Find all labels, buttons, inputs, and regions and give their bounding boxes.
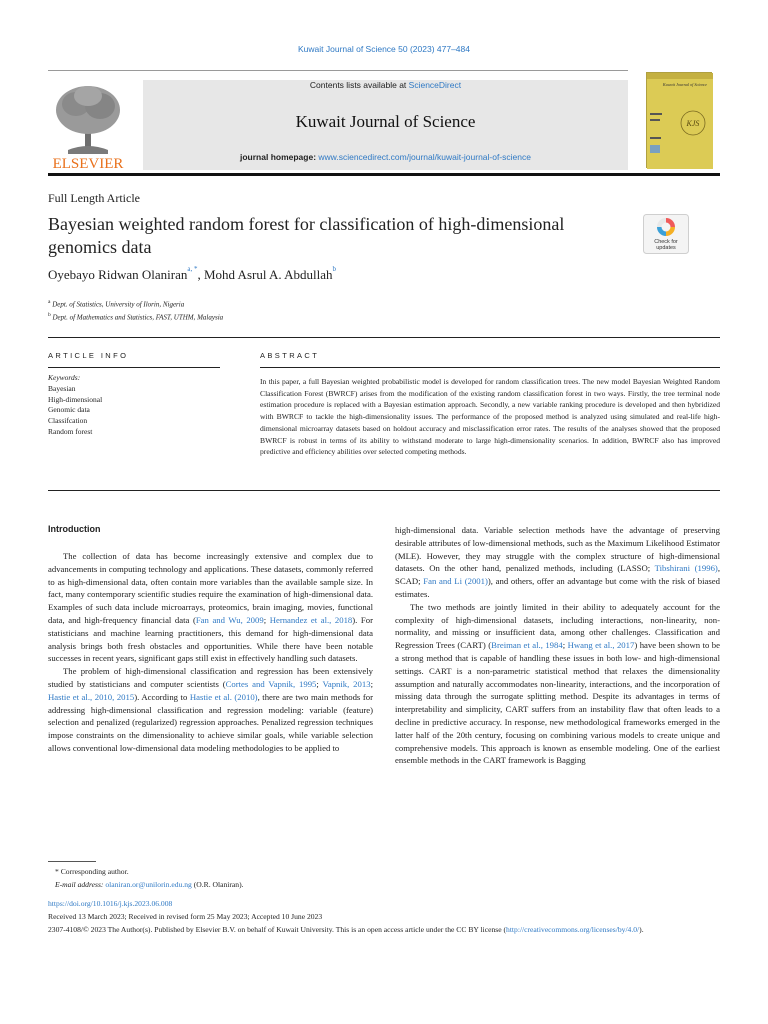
section-heading-introduction: Introduction	[48, 524, 101, 534]
running-head[interactable]: Kuwait Journal of Science 50 (2023) 477–484	[297, 44, 470, 54]
license-text: 2307-4108/© 2023 The Author(s). Published by Elsevier B.V. on behalf of Kuwait University. This is an open access article under the CC BY license (	[48, 925, 507, 934]
keywords-block	[48, 373, 102, 438]
paragraph-text: ) have been shown to be a strong method that is capable of handling these issues in both low- and high-dimensional settings. CART is a non-parametric statistical method that relaxes the dimensionality assumption and naturally accommodates non-linearity, interactions, and the incorporation of missing data through the surrogate splitting method. Despite its advantages in terms of interpretability and simplicity, CART suffers from an instability flaw that often leads to a decline in predictive accuracy. In response, new methodological frameworks emerged in the latter half of the 20th century, focusing on combining various models to create unique and comprehensive models. This approach is known as ensemble modeling. One of the earliest ensemble methods in the CART framework is Bagging	[395, 640, 720, 766]
keyword-item: Random forest	[48, 426, 93, 436]
author-affiliation-marker[interactable]: a, *	[187, 265, 198, 273]
paragraph-text: , there are two main methods for addressing high-dimensional classification and regression modeling: variable (feature) selection and penalized (regularized) regression approaches. Penalized regression techniques impose constraints on the dimensionality to achieve similar goals, while variable selection allows conventional low-dimensional data modeling methodologies to be applied to	[48, 691, 373, 753]
body-paragraph	[395, 524, 720, 601]
section-divider	[48, 337, 720, 338]
article-type: Full Length Article	[48, 191, 140, 205]
body-paragraph	[48, 550, 373, 665]
body-column-left	[48, 550, 373, 755]
article-info-heading: ARTICLE INFO	[48, 351, 129, 360]
email-suffix: (O.R. Olaniran).	[191, 879, 244, 889]
keyword-item: Classifcation	[48, 416, 88, 426]
keyword-item: Genomic data	[48, 405, 90, 415]
abstract-heading: ABSTRACT	[260, 351, 320, 360]
license-suffix: ).	[639, 925, 644, 934]
sciencedirect-link[interactable]: ScienceDirect	[408, 80, 462, 90]
author-affiliation-marker[interactable]: b	[332, 265, 337, 273]
citation-link[interactable]: Hwang et al., 2017	[567, 640, 635, 651]
paragraph-text: ;	[370, 678, 373, 689]
author-list: Oyebayo Ridwan Olaniran$^{a, *}$, Mohd Asrul A. Abdullah$^b$	[48, 265, 337, 282]
homepage-line	[143, 152, 628, 162]
homepage-link[interactable]: www.sciencedirect.com/journal/kuwait-journal-of-science	[318, 152, 531, 162]
citation-link[interactable]: Hastie et al. (2010)	[189, 691, 258, 702]
affiliation-text: Dept. of Statistics, University of Ilorin, Nigeria	[52, 300, 185, 309]
received-dates: Received 13 March 2023; Received in revised form 25 May 2023; Accepted 10 June 2023	[48, 912, 323, 921]
affiliation-marker: b	[48, 312, 51, 319]
corresponding-label: Corresponding author.	[60, 867, 129, 876]
cover-title: Kuwait Journal of Science	[662, 82, 708, 87]
check-for-updates-badge[interactable]	[643, 214, 689, 254]
keyword-item: Bayesian	[48, 383, 76, 393]
keywords-label: Keywords:	[48, 373, 81, 382]
paragraph-text: ). For statisticians and machine learning practitioners, this demand for high-dimensional data analysis brings both fresh obstacles and opportunities. While there have been notable successes in recent years, significant gaps still exist in effectively handling such datasets.	[48, 614, 373, 664]
journal-cover-thumbnail[interactable]	[646, 72, 712, 168]
corresponding-author-footnote	[55, 866, 244, 891]
paragraph-text: high-dimensional data. Variable selection methods have the advantage of preserving desirable attributes of low-dimensional methods, such as the Maximum Likelihood Estimator (MLE). However, they may struggle with the complex structure of high-dimensional datasets. On the other hand, penalized methods, including (LASSO;	[395, 525, 720, 574]
footnote-line	[55, 866, 244, 879]
paragraph-text: ), and others, offer an advantage but come with the risk of biased estimates.	[395, 576, 720, 599]
doi-link[interactable]: https://doi.org/10.1016/j.kjs.2023.06.008	[48, 899, 173, 908]
elsevier-wordmark: ELSEVIER	[52, 156, 124, 172]
footnote-rule	[48, 861, 96, 862]
affiliation-item	[48, 310, 223, 323]
body-paragraph	[48, 665, 373, 755]
citation-link[interactable]: Vapnik, 2013	[322, 678, 371, 689]
paragraph-text: ). According to	[134, 691, 190, 702]
paragraph-text: ;	[263, 614, 270, 625]
footnote-marker: *	[55, 867, 59, 876]
paragraph-text: The collection of data has become increasingly extensive and complex due to advancements in computing technology and applications. These datasets, commonly referred to as high-dimensional data, often contain more variables than the available sample size. In fact, many contemporary scientific studies require the examination of high-dimensional data. Examples of such data include microarrays, proteomics, brain imaging, movies, functional data, and high-frequency financial data (	[48, 551, 373, 625]
abstract-rule	[260, 367, 720, 368]
license-statement	[48, 924, 720, 936]
cover-art-icon	[647, 73, 713, 169]
citation-link[interactable]: Hastie et al., 2010, 2015	[48, 691, 135, 702]
journal-masthead	[48, 70, 720, 176]
section-divider	[48, 490, 720, 491]
citation-link[interactable]: Cortes and Vapnik, 1995	[225, 678, 317, 689]
paragraph-text: The two methods are jointly limited in their ability to adequately account for the complexity of high-dimensional datasets, including interactions, non-linearity, non-normality, and missing or insufficient data, among other challenges. Classification and Regression Trees (CART) (	[395, 601, 720, 651]
journal-title: Kuwait Journal of Science	[295, 112, 476, 131]
email-label: E-mail address:	[55, 879, 104, 889]
check-updates-line-2: updates	[656, 245, 676, 251]
citation-link[interactable]: Hernandez et al., 2018	[269, 614, 353, 625]
paragraph-text: The problem of high-dimensional classification and regression has been extensively studied by statisticians and computer scientists (	[48, 666, 373, 689]
affiliation-text: Dept. of Mathematics and Statistics, FAST, UTHM, Malaysia	[52, 313, 224, 322]
paragraph-text: , SCAD;	[395, 563, 720, 587]
affiliation-marker: a	[48, 299, 51, 305]
elsevier-tree-icon	[48, 76, 128, 172]
homepage-label: journal homepage:	[240, 152, 319, 162]
check-updates-line-1: Check for	[654, 239, 678, 245]
contents-prefix: Contents lists available at	[309, 80, 409, 90]
abstract-text: In this paper, a full Bayesian weighted probabilistic model is developed for random classification trees. The new model Bayesian Weighted Random Classification Forest (BWRCF) arises from the modification of the existing random classification forest in two ways. Firstly, the tree terminal node estimation procedure is replaced with a Bayesian estimation approach. Secondly, a new variable ranking procedure is developed and then hybridized with BWRCF to tackle the high-dimensionality issues. The performance of the proposed method is analyzed using simulated and real-life high-dimensional microarray datasets based on holdout accuracy and misclassification error rates. The results of the analyses showed that the proposed BWRCF is robust in terms of its ability to withstand moderate to large high-dimensionality scenarios. In addition, BWRCF also has improved predictive and efficiency abilities over selected competing methods.	[260, 377, 720, 457]
paragraph-text: ;	[562, 640, 568, 651]
masthead-top-rule	[48, 70, 628, 71]
body-column-right	[395, 524, 720, 767]
contents-line	[143, 80, 628, 90]
keyword-item: High-dimensional	[48, 394, 103, 404]
body-paragraph	[395, 601, 720, 767]
license-link[interactable]: http://creativecommons.org/licenses/by/4.0/	[506, 925, 640, 934]
cover-monogram: KJS	[686, 119, 700, 128]
paragraph-text: ;	[316, 678, 323, 689]
affiliation-item	[48, 297, 223, 310]
citation-link[interactable]: Breiman et al., 1984	[491, 640, 563, 651]
email-link[interactable]: olaniran.or@unilorin.edu.ng	[105, 879, 192, 889]
footnote-line	[55, 879, 244, 892]
affiliations	[48, 297, 223, 324]
author-name: Oyebayo Ridwan Olaniran	[48, 267, 188, 282]
journal-banner	[143, 80, 628, 170]
article-title: Bayesian weighted random forest for classification of high-dimensional genomics data	[48, 214, 565, 257]
citation-link[interactable]: Fan and Li (2001)	[423, 576, 488, 587]
elsevier-logo[interactable]	[48, 76, 128, 172]
citation-link[interactable]: Tibshirani (1996)	[654, 563, 718, 574]
author-name: Mohd Asrul A. Abdullah	[203, 267, 333, 282]
citation-link[interactable]: Fan and Wu, 2009	[195, 614, 264, 625]
check-for-updates-icon	[643, 214, 689, 254]
masthead-bottom-rule	[48, 173, 720, 176]
article-info-rule	[48, 367, 220, 368]
